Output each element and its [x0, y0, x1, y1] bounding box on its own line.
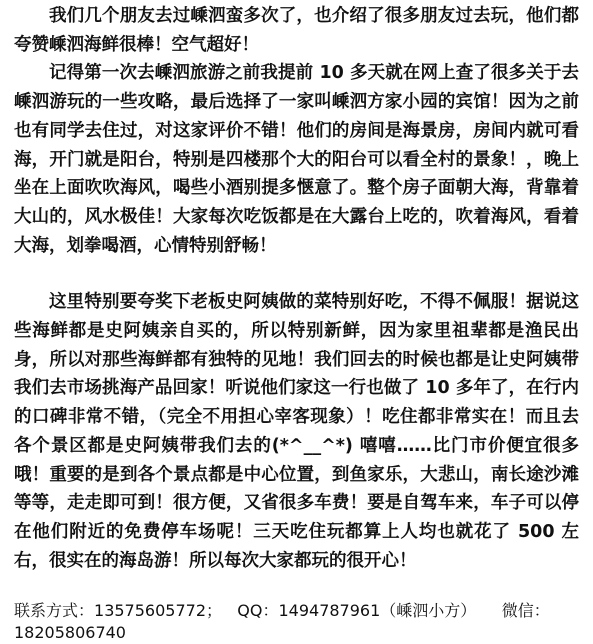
contact-wechat-label: 微信： — [501, 601, 550, 620]
contact-qq: 1494787961（嵊泗小方） — [278, 601, 477, 620]
paragraph-intro: 我们几个朋友去过嵊泗蛮多次了，也介绍了很多朋友过去玩，他们都夸赞嵊泗海鲜很棒！空气超好！ — [14, 6, 579, 55]
paragraph-first-trip: 记得第一次去嵊泗旅游之前我提前 10 多天就在网上查了很多关于去嵊泗游玩的一些攻略，最后选择了一家叫嵊泗方家小园的宾馆！因为之前也有同学去住过，对这家评价不错！他们的房间是海景房，房间内就可看海，开门就是阳台，特别是四楼那个大的阳台可以看全村的景象！，晚上坐在上面吹吹海风，喝些小酒别提多惬意了。整个房子面朝大海，背靠着大山的，风水极佳！大家每次吃饭都是在大露台上吃的，吹着海风，看着大海，划拳喝酒，心情特别舒畅！ — [14, 63, 579, 256]
paragraph-host-praise: 这里特别要夸奖下老板史阿姨做的菜特别好吃，不得不佩服！据说这些海鲜都是史阿姨亲自买的，所以特别新鲜，因为家里祖辈都是渔民出身，所以对那些海鲜都有独特的见地！我们回去的时候也都是让史阿姨带我们去市场挑海产品回家！听说他们家这一行也做了 10 多年了，在行内的口碑非常不错，（完全不用担心宰客现象）！吃住都非常实在！而且去各个景区都是史阿姨带我们去的(*^__^*) 嘻嘻……比门市价便宜很多哦！重要的是到各个景点都是中心位置，到鱼家乐，大悲山，南长途沙滩等等，走走即可到！很方便，又省很多车费！要是自驾车来，车子可以停在他们附近的免费停车场呢！三天吃住玩都算上人均也就花了 500 左右，很实在的海岛游！所以每次大家都玩的很开心！ — [14, 292, 579, 571]
contact-phone: 13575605772； — [94, 601, 222, 620]
contact-info — [14, 600, 579, 644]
contact-qq-label: QQ： — [237, 601, 279, 620]
contact-wechat: 18205806740 — [14, 623, 126, 642]
document-body — [14, 0, 579, 575]
contact-label: 联系方式： — [14, 601, 95, 620]
